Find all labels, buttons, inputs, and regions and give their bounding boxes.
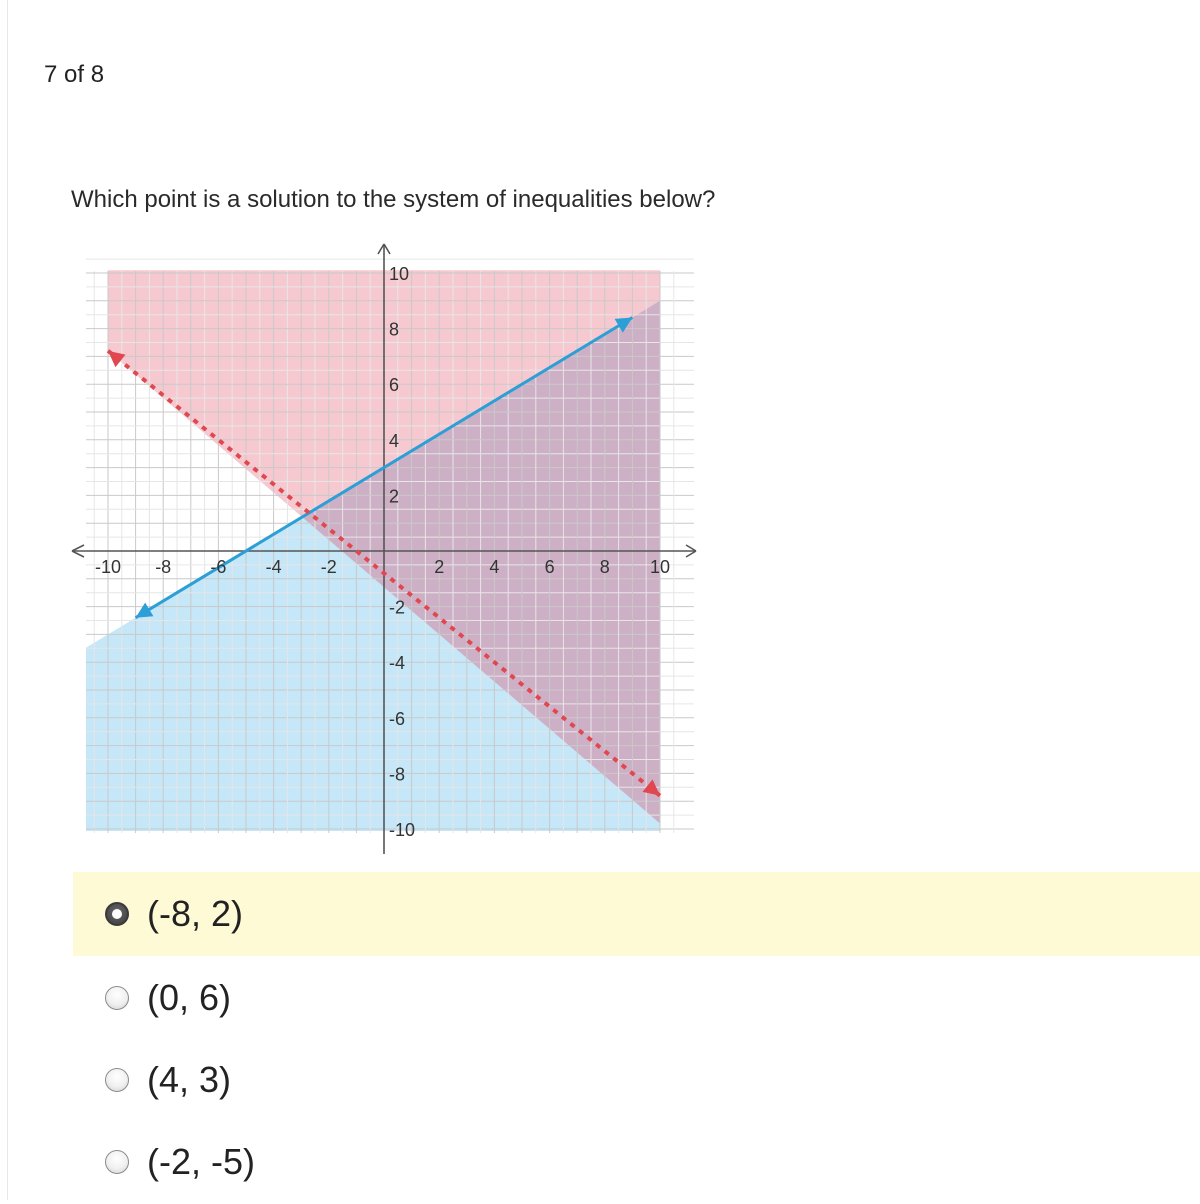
answer-option-1[interactable] [73, 872, 1200, 956]
x-tick-label: 2 [434, 557, 445, 577]
answer-option-label: (0, 6) [147, 977, 232, 1018]
answer-option-label: (-2, -5) [147, 1141, 255, 1182]
x-tick-label: -8 [155, 557, 172, 577]
y-tick-label: -6 [389, 708, 406, 729]
y-tick-label: 2 [389, 486, 400, 507]
x-tick-label: -10 [94, 557, 122, 577]
answer-option-4[interactable] [73, 1120, 1200, 1204]
x-tick-label: -4 [265, 557, 282, 577]
radio-dot [112, 909, 122, 919]
inequality-graph [64, 236, 714, 862]
y-tick-label: 10 [389, 264, 410, 284]
answer-option-label: (4, 3) [147, 1059, 232, 1100]
y-tick-label: -2 [389, 597, 406, 618]
answer-option-3[interactable] [73, 1038, 1200, 1122]
x-tick-label: 8 [599, 557, 610, 577]
y-tick-label: 4 [389, 430, 400, 451]
x-tick-label: 10 [649, 557, 671, 577]
y-tick-label: 6 [389, 375, 400, 396]
x-tick-label: -6 [210, 557, 227, 577]
answer-option-label: (-8, 2) [147, 893, 244, 934]
x-tick-label: -2 [320, 557, 337, 577]
question-text: Which point is a solution to the system of inequalities below? [71, 186, 716, 213]
y-tick-label: -8 [389, 764, 406, 785]
question-progress: 7 of 8 [44, 61, 105, 88]
radio-button[interactable] [105, 1068, 129, 1092]
answer-option-2[interactable] [73, 956, 1200, 1040]
y-tick-label: -10 [389, 820, 416, 840]
y-tick-label: 8 [389, 319, 400, 340]
radio-button-checked[interactable] [105, 902, 129, 926]
x-tick-label: 6 [544, 557, 555, 577]
y-tick-label: -4 [389, 653, 406, 674]
page-left-border [7, 0, 8, 1200]
graph-canvas [64, 236, 714, 862]
x-tick-label: 4 [489, 557, 500, 577]
radio-button[interactable] [105, 986, 129, 1010]
radio-button[interactable] [105, 1150, 129, 1174]
